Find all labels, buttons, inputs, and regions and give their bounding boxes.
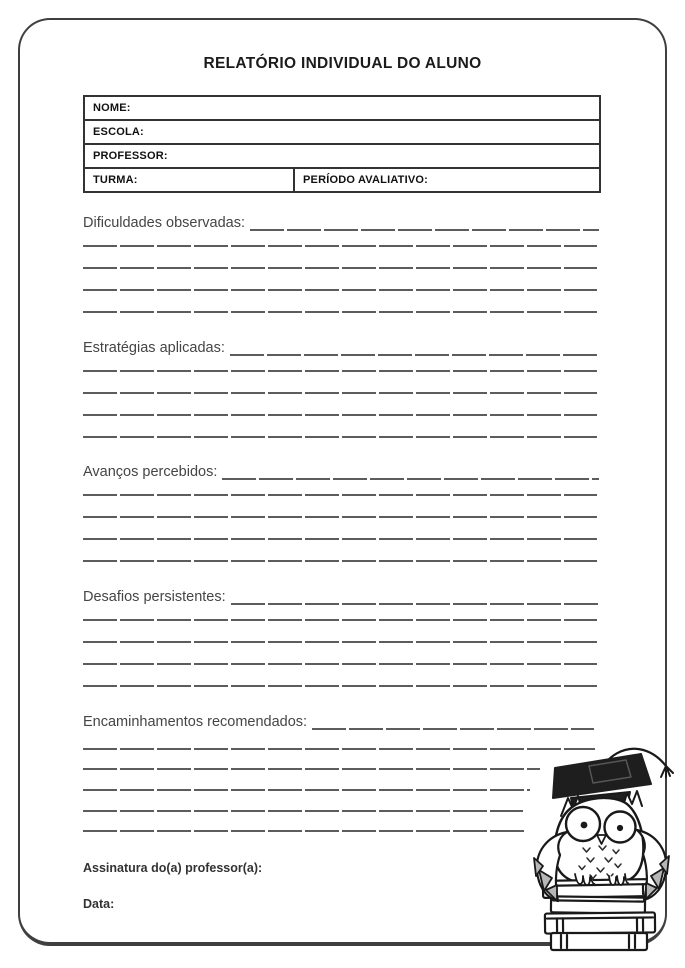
turma-cell[interactable]: [85, 169, 295, 191]
table-row-nome[interactable]: [85, 97, 599, 121]
section-label: Dificuldades observadas:: [83, 215, 246, 231]
blank-writing-line[interactable]: [83, 641, 597, 643]
section-label: Avanços percebidos:: [83, 464, 218, 480]
section-estrategias-aplicadas: [83, 339, 601, 358]
owl-graduate-illustration: [527, 742, 677, 954]
escola-label: ESCOLA:: [93, 126, 144, 138]
section-encaminhamentos-recomendados: [83, 713, 601, 732]
blank-writing-line[interactable]: [83, 245, 597, 247]
pupil-left: [581, 822, 588, 829]
periodo-avaliativo-label: PERÍODO AVALIATIVO:: [303, 174, 429, 186]
blank-writing-line[interactable]: [245, 214, 601, 233]
table-row-turma-periodo: [85, 169, 599, 191]
blank-writing-line[interactable]: [83, 494, 597, 496]
blank-writing-line[interactable]: [83, 516, 597, 518]
section-header: [83, 339, 601, 358]
blank-writing-line[interactable]: [83, 267, 597, 269]
nome-label: NOME:: [93, 102, 131, 114]
date-label: Data:: [83, 897, 115, 911]
blank-writing-line[interactable]: [226, 588, 601, 607]
section-label: Desafios persistentes:: [83, 589, 226, 605]
blank-writing-line[interactable]: [83, 560, 597, 562]
section-header: [83, 713, 601, 732]
tassel-tuft: [661, 766, 673, 777]
professor-label: PROFESSOR:: [93, 150, 168, 162]
pupil-right: [617, 825, 623, 831]
blank-writing-line[interactable]: [83, 768, 540, 770]
blank-writing-line[interactable]: [83, 538, 597, 540]
blank-writing-line[interactable]: [225, 339, 601, 358]
blank-writing-line[interactable]: [83, 663, 597, 665]
section-avancos-percebidos: [83, 463, 601, 482]
student-info-table: [83, 95, 601, 193]
blank-writing-line[interactable]: [83, 810, 523, 812]
turma-label: TURMA:: [93, 174, 138, 186]
blank-writing-line[interactable]: [83, 289, 597, 291]
section-dificuldades-observadas: [83, 214, 601, 233]
blank-writing-line[interactable]: [83, 685, 597, 687]
blank-writing-line[interactable]: [83, 311, 597, 313]
periodo-avaliativo-cell[interactable]: [295, 169, 599, 191]
blank-writing-line[interactable]: [83, 436, 597, 438]
blank-writing-line[interactable]: [83, 370, 597, 372]
section-label: Encaminhamentos recomendados:: [83, 714, 308, 730]
table-row-professor[interactable]: [85, 145, 599, 169]
signature-label: Assinatura do(a) professor(a):: [83, 861, 263, 875]
blank-writing-line[interactable]: [83, 789, 530, 791]
blank-writing-line[interactable]: [83, 392, 597, 394]
blank-writing-line[interactable]: [217, 463, 601, 482]
section-header: [83, 214, 601, 233]
book-stack: [543, 879, 655, 950]
blank-writing-line[interactable]: [83, 830, 526, 832]
section-label: Estratégias aplicadas:: [83, 340, 225, 356]
blank-writing-line[interactable]: [83, 414, 597, 416]
blank-writing-line[interactable]: [83, 619, 597, 621]
table-row-escola[interactable]: [85, 121, 599, 145]
section-desafios-persistentes: [83, 588, 601, 607]
section-header: [83, 588, 601, 607]
blank-writing-line[interactable]: [83, 748, 595, 750]
blank-writing-line[interactable]: [307, 713, 601, 732]
section-header: [83, 463, 601, 482]
page-title: RELATÓRIO INDIVIDUAL DO ALUNO: [203, 55, 482, 72]
